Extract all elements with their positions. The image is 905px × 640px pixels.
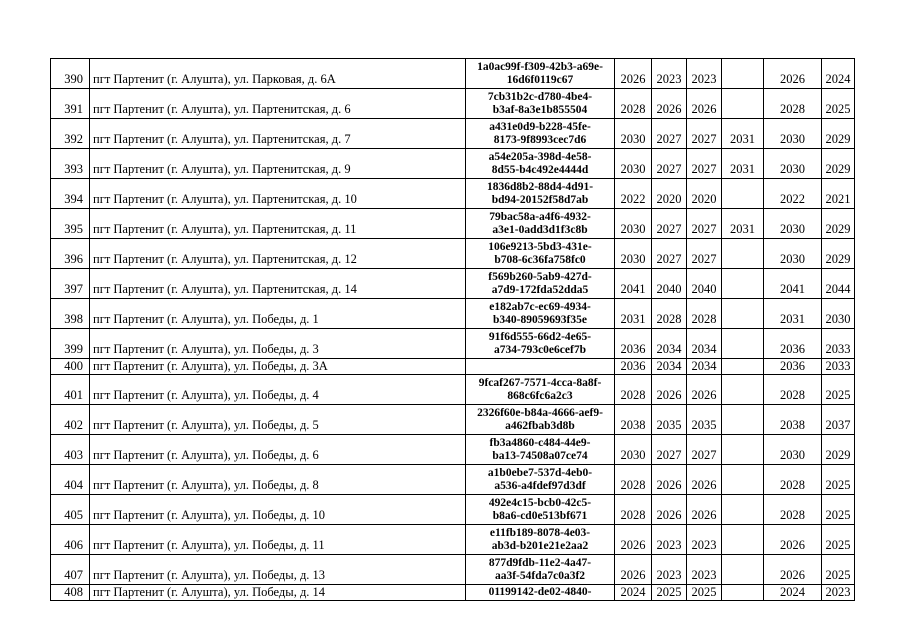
guid-cell: [466, 239, 615, 269]
table-row: [51, 179, 855, 209]
year-cell-y2: 2027: [652, 239, 687, 269]
address-cell: пгт Партенит (г. Алушта), ул. Победы, д. 3А: [90, 359, 466, 375]
year-cell-y3: 2040: [687, 269, 722, 299]
year-cell-y2: 2026: [652, 375, 687, 405]
row-number-cell: 405: [51, 495, 90, 525]
year-cell-y3: 2023: [687, 555, 722, 585]
year-cell-y2: 2025: [652, 585, 687, 601]
guid-line-1: e11fb189-8078-4e03-: [489, 526, 591, 539]
table-row: [51, 375, 855, 405]
year-cell-y3: 2027: [687, 239, 722, 269]
table-row: [51, 299, 855, 329]
address-cell: пгт Партенит (г. Алушта), ул. Победы, д. 3: [90, 329, 466, 359]
row-number-cell: 399: [51, 329, 90, 359]
guid-line-2: aa3f-54fda7c0a3f2: [494, 569, 586, 582]
year-cell-y3: 2023: [687, 525, 722, 555]
year-cell-y1: 2036: [615, 359, 652, 375]
housing-schedule-table: [50, 58, 855, 601]
address-cell: пгт Партенит (г. Алушта), ул. Партенитская, д. 10: [90, 179, 466, 209]
row-number-cell: 394: [51, 179, 90, 209]
year-cell-y3: 2034: [687, 359, 722, 375]
address-cell: пгт Партенит (г. Алушта), ул. Победы, д. 13: [90, 555, 466, 585]
address-cell: пгт Партенит (г. Алушта), ул. Партенитская, д. 6: [90, 89, 466, 119]
year-cell-y6: 2029: [822, 209, 855, 239]
year-cell-y1: 2022: [615, 179, 652, 209]
guid-line-1: 877d9fdb-11e2-4a47-: [488, 556, 592, 569]
year-cell-y6: 2044: [822, 269, 855, 299]
guid-cell: [466, 89, 615, 119]
table-row: [51, 495, 855, 525]
year-cell-y2: 2027: [652, 209, 687, 239]
guid-line-1: e182ab7c-ec69-4934-: [489, 300, 591, 313]
guid-line-1: 1836d8b2-88d4-4d91-: [486, 180, 594, 193]
table-row: [51, 555, 855, 585]
year-cell-y4: [722, 495, 764, 525]
year-cell-y4: [722, 299, 764, 329]
year-cell-y4: [722, 405, 764, 435]
address-cell: пгт Партенит (г. Алушта), ул. Партенитская, д. 9: [90, 149, 466, 179]
table-row: [51, 525, 855, 555]
row-number-cell: 396: [51, 239, 90, 269]
guid-cell: [466, 179, 615, 209]
year-cell-y5: 2030: [764, 239, 822, 269]
year-cell-y6: 2029: [822, 239, 855, 269]
year-cell-y6: 2025: [822, 495, 855, 525]
guid-cell: [466, 299, 615, 329]
guid-line-1: a431e0d9-b228-45fe-: [489, 120, 591, 133]
address-cell: пгт Партенит (г. Алушта), ул. Победы, д. 5: [90, 405, 466, 435]
guid-line-1: 492e4c15-bcb0-42c5-: [488, 496, 592, 509]
guid-cell: [466, 495, 615, 525]
year-cell-y2: 2023: [652, 555, 687, 585]
year-cell-y5: 2031: [764, 299, 822, 329]
year-cell-y3: 2025: [687, 585, 722, 601]
year-cell-y2: 2023: [652, 525, 687, 555]
table-row: [51, 585, 855, 601]
table-row: [51, 119, 855, 149]
guid-line-2: ba13-74508a07ce74: [492, 449, 588, 462]
year-cell-y1: 2026: [615, 525, 652, 555]
year-cell-y2: 2034: [652, 329, 687, 359]
year-cell-y4: [722, 465, 764, 495]
address-cell: пгт Партенит (г. Алушта), ул. Победы, д. 6: [90, 435, 466, 465]
year-cell-y4: 2031: [722, 209, 764, 239]
row-number-cell: 395: [51, 209, 90, 239]
guid-line-1: 2326f60e-b84a-4666-aef9-: [477, 406, 603, 419]
guid-line-1: 9fcaf267-7571-4cca-8a8f-: [478, 376, 602, 389]
row-number-cell: 391: [51, 89, 90, 119]
row-number-cell: 406: [51, 525, 90, 555]
year-cell-y4: [722, 89, 764, 119]
table-row: [51, 239, 855, 269]
year-cell-y3: 2026: [687, 465, 722, 495]
year-cell-y3: 2035: [687, 405, 722, 435]
year-cell-y2: 2027: [652, 435, 687, 465]
year-cell-y5: 2036: [764, 359, 822, 375]
year-cell-y3: 2027: [687, 435, 722, 465]
year-cell-y6: 2029: [822, 435, 855, 465]
guid-line-2: a536-a4fdef97d3df: [494, 479, 586, 492]
address-cell: пгт Партенит (г. Алушта), ул. Победы, д. 1: [90, 299, 466, 329]
guid-line-2: b340-89059693f35e: [493, 313, 587, 326]
guid-cell: [466, 465, 615, 495]
row-number-cell: 393: [51, 149, 90, 179]
year-cell-y6: 2025: [822, 89, 855, 119]
year-cell-y1: 2028: [615, 375, 652, 405]
year-cell-y2: 2027: [652, 149, 687, 179]
guid-line-2: 868c6fc6a2c3: [507, 389, 573, 402]
table-row: [51, 465, 855, 495]
address-cell: пгт Партенит (г. Алушта), ул. Победы, д. 4: [90, 375, 466, 405]
address-cell: пгт Партенит (г. Алушта), ул. Партенитская, д. 7: [90, 119, 466, 149]
table-row: [51, 269, 855, 299]
year-cell-y4: [722, 239, 764, 269]
year-cell-y1: 2028: [615, 465, 652, 495]
year-cell-y2: 2023: [652, 59, 687, 89]
year-cell-y6: 2029: [822, 119, 855, 149]
year-cell-y4: [722, 555, 764, 585]
year-cell-y3: 2020: [687, 179, 722, 209]
year-cell-y1: 2026: [615, 555, 652, 585]
guid-cell: [466, 149, 615, 179]
row-number-cell: 408: [51, 585, 90, 601]
guid-line-2: b8a6-cd0e513bf671: [492, 509, 588, 522]
year-cell-y6: 2033: [822, 329, 855, 359]
year-cell-y1: 2028: [615, 89, 652, 119]
year-cell-y3: 2026: [687, 375, 722, 405]
year-cell-y5: 2030: [764, 119, 822, 149]
table-row: [51, 149, 855, 179]
year-cell-y1: 2028: [615, 495, 652, 525]
year-cell-y2: 2026: [652, 89, 687, 119]
year-cell-y1: 2031: [615, 299, 652, 329]
table-row: [51, 329, 855, 359]
year-cell-y5: 2022: [764, 179, 822, 209]
row-number-cell: 397: [51, 269, 90, 299]
year-cell-y6: 2021: [822, 179, 855, 209]
year-cell-y4: 2031: [722, 119, 764, 149]
guid-line-2: a7d9-172fda52dda5: [491, 283, 589, 296]
address-cell: пгт Партенит (г. Алушта), ул. Партенитская, д. 12: [90, 239, 466, 269]
guid-cell: [466, 359, 615, 375]
year-cell-y1: 2026: [615, 59, 652, 89]
year-cell-y1: 2041: [615, 269, 652, 299]
year-cell-y5: 2036: [764, 329, 822, 359]
year-cell-y5: 2030: [764, 149, 822, 179]
year-cell-y4: [722, 269, 764, 299]
row-number-cell: 392: [51, 119, 90, 149]
year-cell-y6: 2023: [822, 585, 855, 601]
row-number-cell: 390: [51, 59, 90, 89]
year-cell-y6: 2025: [822, 375, 855, 405]
guid-line-2: a3e1-0add3d1f3c8b: [492, 223, 588, 236]
year-cell-y3: 2027: [687, 209, 722, 239]
guid-cell: [466, 435, 615, 465]
year-cell-y1: 2038: [615, 405, 652, 435]
guid-cell: [466, 525, 615, 555]
year-cell-y4: [722, 585, 764, 601]
row-number-cell: 404: [51, 465, 90, 495]
year-cell-y4: [722, 359, 764, 375]
year-cell-y6: 2024: [822, 59, 855, 89]
year-cell-y4: [722, 329, 764, 359]
guid-line-2: bd94-20152f58d7ab: [491, 193, 589, 206]
year-cell-y1: 2030: [615, 119, 652, 149]
table-row: [51, 89, 855, 119]
guid-line-1: f569b260-5ab9-427d-: [488, 270, 592, 283]
guid-line-2: b708-6c36fa758fc0: [494, 253, 586, 266]
table-row: [51, 209, 855, 239]
year-cell-y6: 2025: [822, 525, 855, 555]
year-cell-y3: 2026: [687, 495, 722, 525]
guid-line-2: b3af-8a3e1b855504: [492, 103, 588, 116]
year-cell-y1: 2030: [615, 435, 652, 465]
year-cell-y1: 2030: [615, 209, 652, 239]
guid-cell: [466, 555, 615, 585]
year-cell-y2: 2026: [652, 495, 687, 525]
row-number-cell: 401: [51, 375, 90, 405]
guid-cell: [466, 585, 615, 601]
year-cell-y6: 2037: [822, 405, 855, 435]
year-cell-y5: 2030: [764, 435, 822, 465]
table-row: [51, 59, 855, 89]
year-cell-y4: [722, 179, 764, 209]
address-cell: пгт Партенит (г. Алушта), ул. Победы, д. 14: [90, 585, 466, 601]
guid-line-1: 91f6d555-66d2-4e65-: [488, 330, 592, 343]
guid-line-2: 16d6f0119c67: [506, 73, 574, 86]
year-cell-y5: 2024: [764, 585, 822, 601]
table-row: [51, 359, 855, 375]
year-cell-y6: 2025: [822, 465, 855, 495]
guid-line-1: a1b0ebe7-537d-4eb0-: [487, 466, 593, 479]
year-cell-y2: 2034: [652, 359, 687, 375]
address-cell: пгт Партенит (г. Алушта), ул. Победы, д. 10: [90, 495, 466, 525]
year-cell-y4: [722, 59, 764, 89]
year-cell-y1: 2036: [615, 329, 652, 359]
year-cell-y3: 2027: [687, 149, 722, 179]
row-number-cell: 407: [51, 555, 90, 585]
year-cell-y5: 2026: [764, 59, 822, 89]
guid-line-1: 1a0ac99f-f309-42b3-a69e-: [477, 60, 603, 73]
year-cell-y4: [722, 435, 764, 465]
address-cell: пгт Партенит (г. Алушта), ул. Парковая, д. 6А: [90, 59, 466, 89]
year-cell-y2: 2028: [652, 299, 687, 329]
guid-line-2: 8173-9f8993cec7d6: [493, 133, 587, 146]
year-cell-y2: 2026: [652, 465, 687, 495]
guid-cell: [466, 209, 615, 239]
year-cell-y1: 2024: [615, 585, 652, 601]
year-cell-y5: 2028: [764, 495, 822, 525]
year-cell-y3: 2028: [687, 299, 722, 329]
year-cell-y5: 2028: [764, 89, 822, 119]
guid-line-1: a54e205a-398d-4e58-: [488, 150, 592, 163]
guid-line-2: ab3d-b201e21e2aa2: [491, 539, 589, 552]
year-cell-y2: 2035: [652, 405, 687, 435]
address-cell: пгт Партенит (г. Алушта), ул. Победы, д. 8: [90, 465, 466, 495]
year-cell-y3: 2034: [687, 329, 722, 359]
guid-line-1: 01199142-de02-4840-: [488, 586, 592, 598]
guid-line-2: a462fbab3d8b: [505, 419, 575, 432]
year-cell-y4: [722, 375, 764, 405]
row-number-cell: 402: [51, 405, 90, 435]
year-cell-y2: 2040: [652, 269, 687, 299]
guid-line-1: 7cb31b2c-d780-4be4-: [487, 90, 593, 103]
row-number-cell: 403: [51, 435, 90, 465]
guid-line-2: 8d55-b4c492e4444d: [491, 163, 589, 176]
year-cell-y4: [722, 525, 764, 555]
year-cell-y3: 2027: [687, 119, 722, 149]
year-cell-y3: 2026: [687, 89, 722, 119]
year-cell-y6: 2029: [822, 149, 855, 179]
guid-cell: [466, 375, 615, 405]
guid-line-1: 106e9213-5bd3-431e-: [488, 240, 592, 253]
year-cell-y2: 2020: [652, 179, 687, 209]
year-cell-y5: 2030: [764, 209, 822, 239]
guid-cell: [466, 329, 615, 359]
year-cell-y4: 2031: [722, 149, 764, 179]
year-cell-y5: 2026: [764, 525, 822, 555]
address-cell: пгт Партенит (г. Алушта), ул. Партенитская, д. 14: [90, 269, 466, 299]
row-number-cell: 400: [51, 359, 90, 375]
year-cell-y3: 2023: [687, 59, 722, 89]
year-cell-y6: 2025: [822, 555, 855, 585]
year-cell-y5: 2028: [764, 375, 822, 405]
row-number-cell: 398: [51, 299, 90, 329]
year-cell-y5: 2041: [764, 269, 822, 299]
guid-cell: [466, 405, 615, 435]
year-cell-y1: 2030: [615, 239, 652, 269]
guid-line-1: 79bac58a-a4f6-4932-: [489, 210, 591, 223]
guid-cell: [466, 119, 615, 149]
year-cell-y5: 2026: [764, 555, 822, 585]
year-cell-y6: 2030: [822, 299, 855, 329]
guid-cell: [466, 59, 615, 89]
address-cell: пгт Партенит (г. Алушта), ул. Партенитская, д. 11: [90, 209, 466, 239]
address-cell: пгт Партенит (г. Алушта), ул. Победы, д. 11: [90, 525, 466, 555]
guid-line-2: a734-793c0e6cef7b: [494, 343, 586, 356]
guid-line-1: fb3a4860-c484-44e9-: [489, 436, 591, 449]
year-cell-y1: 2030: [615, 149, 652, 179]
year-cell-y6: 2033: [822, 359, 855, 375]
table-row: [51, 405, 855, 435]
table-row: [51, 435, 855, 465]
guid-cell: [466, 269, 615, 299]
year-cell-y2: 2027: [652, 119, 687, 149]
year-cell-y5: 2028: [764, 465, 822, 495]
year-cell-y5: 2038: [764, 405, 822, 435]
